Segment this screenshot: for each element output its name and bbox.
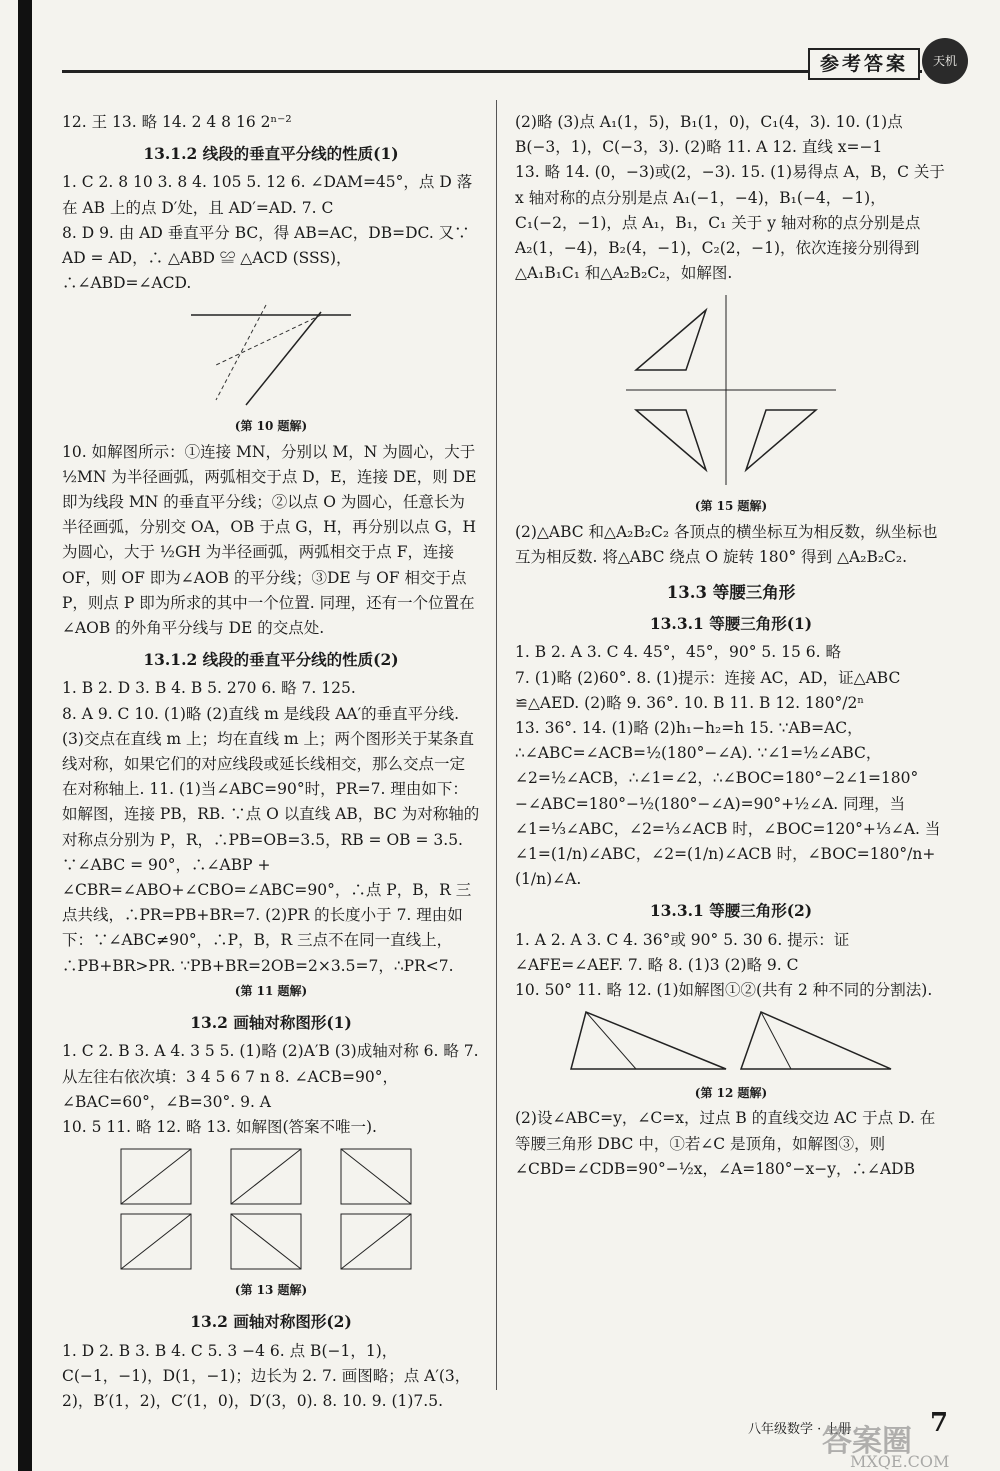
answer-line: 10. 5 11. 略 12. 略 13. 如解图(答案不唯一). [62, 1117, 377, 1136]
answer-paragraph: 13. 36°. 14. (1)略 (2)h₁−h₂=h 15. ∵AB=AC，∴∠ABC=∠ACB=½(180°−∠A). ∵∠1=½∠ABC，∠2=½∠ACB，∴∠1=∠2，∴∠BOC=180°−2∠1=180°−∠ABC=180°−½(180°−∠A)=90°+½∠A. 同理，当∠1=⅓∠ABC，∠2=⅓∠ACB 时，∠BOC=120°+⅓∠A. 当∠1=(1/n)∠ABC，∠2=(1/n)∠ACB 时，∠BOC=180°/n+(1/n)∠A. [515, 719, 941, 889]
answer-paragraph: 7. (1)略 (2)60°. 8. (1)提示：连接 AC，AD，证△ABC ≌△AED. (2)略 9. 36°. 10. B 11. B 12. 180°/2ⁿ [515, 668, 901, 712]
watermark-url: MXQE.COM [850, 1452, 950, 1471]
publisher-logo: 天机 [922, 38, 968, 84]
column-divider [496, 100, 497, 1390]
answer-paragraph: 8. D 9. 由 AD 垂直平分 BC，得 AB=AC，DB=DC. 又∵ AD = AD，∴ △ABD ≌ △ACD (SSS)，∴∠ABD=∠ACD. [62, 223, 470, 293]
section-heading: 13.2 画轴对称图形(2) [190, 1312, 352, 1332]
figure-caption: (第 12 题解) [694, 1086, 768, 1101]
figure-15-coordinate-plot [616, 290, 846, 490]
figure-13-grids [111, 1144, 431, 1274]
answer-paragraph: 10. 如解图所示：①连接 MN，分别以 M，N 为圆心，大于 ½MN 为半径画弧，两弧相交于点 D，E，连接 DE，则 DE 即为线段 MN 的垂直平分线；②以点 O 为圆心，任意长为半径画弧，分别交 OA，OB 于点 G，H，再分别以点 G，H 为圆心，大于 ½GH 为半径画弧，两弧相交于点 F，连接 OF，则 OF 即为∠AOB 的平分线；③DE 与 OF 相交于点 P，则点 P 即为所求的其中一个位置. 同理，还有一个位置在∠AOB 的外角平分线与 DE 的交点处. [62, 442, 477, 638]
section-heading: 13.2 画轴对称图形(1) [190, 1013, 352, 1033]
figure-caption: (第 15 题解) [694, 499, 768, 514]
left-column [62, 110, 480, 1414]
section-heading: 13.1.2 线段的垂直平分线的性质(2) [143, 650, 399, 670]
watermark-logo: 答案圈 [822, 1424, 912, 1459]
right-column [515, 110, 947, 1182]
answer-paragraph: 1. D 2. B 3. B 4. C 5. 3 −4 6. 点 B(−1，1)，C(−1，−1)，D(1，−1)；边长为 2. 7. 画图略；点 A′(3，2)，B′(1，2)，C′(1，0)，D′(3，0). 8. 10. 9. (1)7.5. [62, 1341, 471, 1410]
figure-10-construction [186, 300, 356, 410]
answer-paragraph: 1. A 2. A 3. C 4. 36°或 90° 5. 30 6. 提示：证∠AFE=∠AEF. 7. 略 8. (1)3 (2)略 9. C [515, 930, 850, 974]
figure-caption: (第 11 题解) [234, 983, 308, 998]
answer-paragraph: (2)△ABC 和△A₂B₂C₂ 各顶点的横坐标互为相反数，纵坐标也互为相反数. 将△ABC 绕点 O 旋转 180° 得到 △A₂B₂C₂. [515, 522, 938, 566]
figure-caption: (第 10 题解) [234, 419, 308, 434]
binding-strip [18, 0, 32, 1471]
answer-line: 1. B 2. A 3. C 4. 45°，45°，90° 5. 15 6. 略 [515, 643, 842, 662]
answer-paragraph: 13. 略 14. (0，−3)或(2，−3). 15. (1)易得点 A，B，C 关于 x 轴对称的点分别是点 A₁(−1，−4)，B₁(−4，−1)，C₁(−2，−1)，点 A₁，B₁，C₁ 关于 y 轴对称的点分别是点 A₂(1，−4)，B₂(4，−1)，C₂(2，−1)，依次连接分别得到 △A₁B₁C₁ 和△A₂B₂C₂，如解图. [515, 163, 945, 283]
footer-grade: 八年级数学 · 上册 [748, 1422, 852, 1437]
section-heading: 13.3.1 等腰三角形(2) [649, 901, 813, 921]
answer-paragraph: 8. A 9. C 10. (1)略 (2)直线 m 是线段 AA′的垂直平分线. (3)交点在直线 m 上；均在直线 m 上；两个图形关于某条直线对称，如果它们的对应线段或延长线相交，那么交点一定在对称轴上. 11. (1)当∠ABC=90°时，PR=7. 理由如下：如解图，连接 PB，RB. ∵点 O 以直线 AB，BC 为对称轴的对称点分别为 P，R，∴PB=OB=3.5，RB = OB = 3.5. ∵∠ABC = 90°，∴∠ABP + ∠CBR=∠ABO+∠CBO=∠ABC=90°，∴点 P，B，R 三点共线，∴PR=PB+BR=7. (2)PR 的长度小于 7. 理由如下：∵∠ABC≠90°，∴P，B，R 三点不在同一直线上，∴PB+BR>PR. ∵PB+BR=2OB=2×3.5=7，∴PR<7. [62, 704, 480, 975]
page-number: 7 [930, 1408, 949, 1438]
answer-paragraph: 1. C 2. B 3. A 4. 3 5 5. (1)略 (2)A′B (3)成轴对称 6. 略 7. 从左往右依次填：3 4 5 6 7 n 8. ∠ACB=90°，∠BAC=60°，∠B=30°. 9. A [62, 1042, 479, 1111]
header-badge: 参考答案 [808, 48, 920, 80]
answer-paragraph: 10. 50° 11. 略 12. (1)如解图①②(共有 2 种不同的分割法). [515, 981, 933, 1000]
section-heading: 13.1.2 线段的垂直平分线的性质(1) [143, 144, 399, 164]
section-heading: 13.3.1 等腰三角形(1) [649, 614, 813, 634]
header-rule [62, 70, 922, 73]
answer-line: 12. 王 13. 略 14. 2 4 8 16 2ⁿ⁻² [62, 113, 292, 131]
answer-paragraph: (2)略 (3)点 A₁(1，5)，B₁(1，0)，C₁(4，3). 10. (1)点 B(−3，1)，C(−3，3). (2)略 11. A 12. 直线 x=−1 [515, 113, 903, 157]
chapter-heading: 13.3 等腰三角形 [666, 583, 796, 603]
figure-12-triangles [561, 1007, 901, 1077]
answer-line: 1. B 2. D 3. B 4. B 5. 270 6. 略 7. 125. [62, 679, 356, 698]
answer-paragraph: (2)设∠ABC=y，∠C=x，过点 B 的直线交边 AC 于点 D. 在等腰三角形 DBC 中，①若∠C 是顶角，如解图③，则∠CBD=∠CDB=90°−½x，∠A=180°−x−y，∴∠ADB [515, 1109, 936, 1178]
answer-paragraph: 1. C 2. 8 10 3. 8 4. 105 5. 12 6. ∠DAM=45°，点 D 落在 AB 上的点 D′处，且 AD′=AD. 7. C [62, 173, 473, 217]
figure-caption: (第 13 题解) [234, 1283, 308, 1298]
